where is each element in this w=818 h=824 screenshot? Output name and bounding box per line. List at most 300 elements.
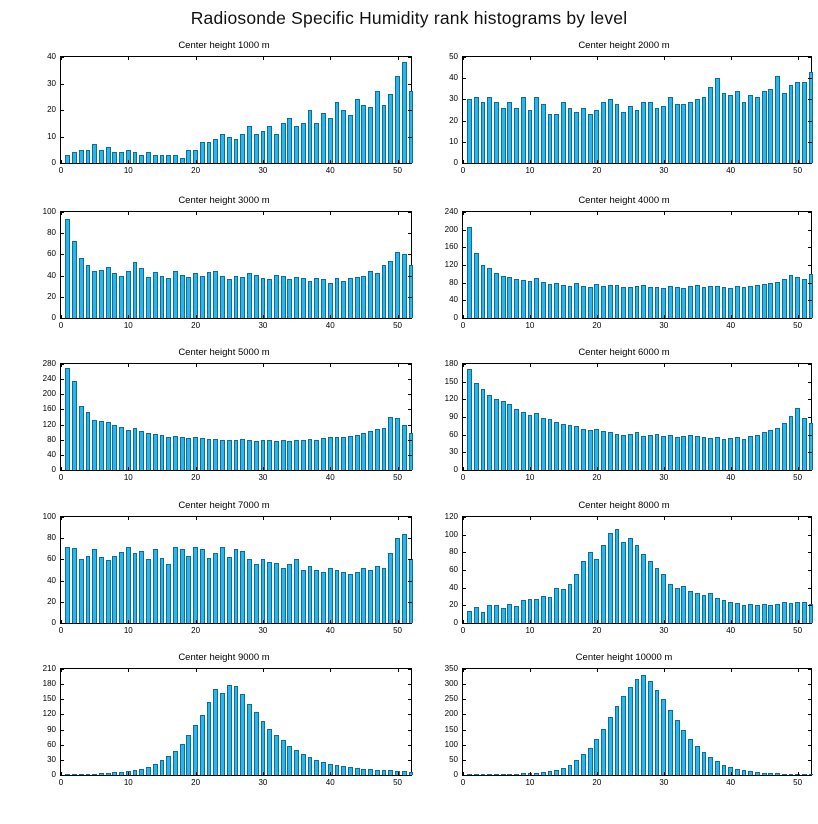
x-axis-tick-mark — [798, 516, 799, 520]
x-axis-tick-mark — [128, 56, 129, 60]
bar — [594, 739, 599, 775]
panel-title: Center height 7000 m — [178, 500, 270, 511]
x-axis-tick-mark — [664, 363, 665, 367]
y-axis-tick-mark — [808, 588, 812, 589]
y-axis-tick-mark — [408, 409, 412, 410]
bar — [301, 278, 306, 318]
bar — [409, 91, 414, 163]
bar — [200, 142, 205, 163]
bar — [119, 427, 124, 470]
x-axis-tick-label: 50 — [793, 473, 803, 482]
bar — [301, 570, 306, 623]
x-axis-tick-mark — [798, 620, 799, 624]
bar — [768, 605, 773, 623]
bar — [180, 437, 185, 470]
x-axis-tick-mark — [398, 56, 399, 60]
y-axis-tick-label: 150 — [42, 694, 56, 704]
y-axis-tick-label: 80 — [449, 277, 458, 287]
bar — [467, 227, 472, 318]
bar — [160, 760, 165, 775]
y-axis-tick-label: 50 — [449, 52, 458, 61]
bar — [628, 434, 633, 471]
x-axis-tick-mark — [61, 620, 62, 624]
x-axis-tick-mark — [330, 160, 331, 164]
bar — [742, 770, 747, 775]
panel-title: Center height 10000 m — [575, 652, 673, 663]
x-axis-tick-mark — [798, 772, 799, 776]
bar — [588, 552, 593, 623]
x-axis-tick-mark — [263, 620, 264, 624]
bar — [207, 439, 212, 470]
bar — [608, 432, 613, 470]
x-axis-tick-label: 10 — [123, 166, 133, 175]
bar — [86, 265, 91, 318]
x-axis-tick-mark — [128, 772, 129, 776]
bar — [112, 152, 117, 163]
y-axis-tick-mark — [408, 623, 412, 624]
bar — [99, 150, 104, 163]
bar — [79, 774, 84, 776]
x-axis-tick-mark — [664, 516, 665, 520]
bar — [153, 155, 158, 163]
x-axis-tick-mark — [61, 315, 62, 319]
bar — [355, 572, 360, 623]
bar — [274, 134, 279, 163]
y-axis-tick-mark — [808, 452, 812, 453]
bar — [308, 566, 313, 623]
bar — [648, 435, 653, 470]
bar — [514, 279, 519, 318]
bar — [335, 437, 340, 470]
bar — [481, 612, 486, 623]
bar — [301, 123, 306, 163]
bar — [554, 770, 559, 775]
bar — [375, 770, 380, 775]
y-axis-tick-label: 100 — [444, 529, 458, 539]
x-axis-tick-label: 10 — [525, 626, 535, 635]
y-axis-tick-mark — [408, 425, 412, 426]
bar — [200, 715, 205, 775]
bar — [534, 413, 539, 470]
bar — [641, 102, 646, 163]
y-axis-tick-mark — [808, 775, 812, 776]
y-axis-tick-mark — [808, 699, 812, 700]
bar — [608, 533, 613, 623]
bar — [568, 425, 573, 470]
bar — [708, 757, 713, 775]
x-axis-tick-mark — [530, 668, 531, 672]
bar — [180, 275, 185, 318]
x-axis-tick-mark — [463, 516, 464, 520]
bar — [487, 605, 492, 623]
bar — [220, 547, 225, 623]
x-axis-tick-label: 50 — [393, 321, 402, 330]
x-axis-tick-mark — [398, 211, 399, 215]
bar — [92, 271, 97, 318]
y-axis-tick-label: 0 — [453, 158, 458, 167]
bar — [160, 155, 165, 163]
x-axis-tick-label: 0 — [460, 626, 466, 635]
bar — [621, 112, 626, 163]
bar — [274, 563, 279, 623]
bar — [621, 696, 626, 775]
bar-series — [61, 517, 411, 623]
y-axis-tick-mark — [808, 714, 812, 715]
x-axis-tick-mark — [61, 516, 62, 520]
bar — [715, 78, 720, 163]
bar — [681, 104, 686, 163]
x-axis-tick-mark — [597, 363, 598, 367]
bar — [668, 286, 673, 318]
y-axis-tick-mark — [60, 440, 64, 441]
y-axis-tick-mark — [808, 300, 812, 301]
bar — [548, 597, 553, 624]
bar — [368, 570, 373, 623]
y-axis-tick-mark — [462, 99, 466, 100]
y-axis-tick-mark — [808, 318, 812, 319]
bar — [382, 105, 387, 163]
x-axis-tick-mark — [61, 211, 62, 215]
bar — [675, 720, 680, 775]
bar — [681, 436, 686, 470]
bar — [507, 102, 512, 163]
bar — [601, 431, 606, 470]
bar — [139, 769, 144, 775]
x-axis-tick-mark — [61, 467, 62, 471]
x-axis-tick-mark — [196, 620, 197, 624]
bar — [375, 273, 380, 318]
bar — [702, 437, 707, 470]
bar — [254, 712, 259, 775]
bar — [648, 287, 653, 318]
bar — [548, 114, 553, 163]
y-axis-tick-mark — [408, 297, 412, 298]
x-axis-tick-mark — [398, 516, 399, 520]
bar — [348, 278, 353, 318]
x-axis-tick-mark — [263, 668, 264, 672]
x-axis-tick-label: 30 — [659, 473, 669, 482]
bar — [722, 765, 727, 775]
bar — [207, 558, 212, 623]
bar — [395, 418, 400, 470]
chart-panel — [430, 40, 818, 190]
bar — [615, 434, 620, 471]
x-axis-tick-mark — [530, 772, 531, 776]
bar — [748, 604, 753, 623]
bar — [375, 566, 380, 623]
x-axis-tick-mark — [731, 56, 732, 60]
x-axis-tick-label: 50 — [393, 166, 402, 175]
x-axis-tick-mark — [597, 516, 598, 520]
bar — [146, 559, 151, 623]
x-axis-tick-label: 20 — [191, 778, 201, 787]
bar — [207, 142, 212, 163]
x-axis-tick-label: 20 — [191, 321, 201, 330]
x-axis-tick-mark — [798, 211, 799, 215]
bar — [388, 770, 393, 775]
y-axis-tick-mark — [408, 57, 412, 58]
bar — [715, 437, 720, 470]
bar — [487, 774, 492, 775]
y-axis-tick-label: 10 — [47, 131, 56, 141]
bar — [267, 729, 272, 775]
bar — [388, 94, 393, 163]
bar — [574, 112, 579, 163]
bar — [615, 706, 620, 775]
bar — [79, 150, 84, 163]
x-axis-tick-mark — [61, 56, 62, 60]
y-axis-tick-mark — [408, 714, 412, 715]
bar — [782, 423, 787, 470]
bar — [261, 131, 266, 163]
bar — [160, 276, 165, 318]
bar — [474, 607, 479, 623]
bar — [782, 93, 787, 163]
y-axis-tick-label: 60 — [47, 249, 56, 259]
x-axis-tick-mark — [463, 56, 464, 60]
x-axis-tick-label: 10 — [123, 473, 133, 482]
bar — [368, 271, 373, 318]
x-axis-tick-mark — [196, 315, 197, 319]
bar — [72, 548, 77, 623]
y-axis-tick-mark — [808, 142, 812, 143]
bar — [207, 702, 212, 775]
y-axis-tick-label: 90 — [47, 724, 56, 734]
bar — [501, 276, 506, 318]
bar — [402, 425, 407, 470]
bar — [368, 431, 373, 470]
bar — [802, 602, 807, 623]
y-axis-tick-mark — [408, 517, 412, 518]
bar — [314, 440, 319, 470]
y-axis-tick-mark — [60, 409, 64, 410]
y-axis-tick-label: 120 — [444, 512, 458, 521]
y-axis-tick-mark — [60, 559, 64, 560]
bar — [688, 591, 693, 623]
bar — [126, 271, 131, 318]
x-axis-tick-mark — [664, 160, 665, 164]
bar — [106, 560, 111, 623]
bar-series — [463, 364, 811, 470]
bar — [65, 547, 70, 623]
y-axis-tick-mark — [408, 538, 412, 539]
bar — [335, 102, 340, 163]
y-axis-tick-mark — [808, 230, 812, 231]
y-axis-tick-mark — [808, 669, 812, 670]
bar — [240, 694, 245, 775]
x-axis-tick-mark — [597, 211, 598, 215]
x-axis-tick-mark — [196, 668, 197, 672]
bar — [247, 273, 252, 318]
bar — [809, 604, 814, 623]
bar — [594, 429, 599, 470]
y-axis-tick-label: 0 — [51, 465, 56, 474]
y-axis-tick-mark — [808, 99, 812, 100]
x-axis-tick-label: 50 — [793, 626, 803, 635]
y-axis-tick-label: 0 — [453, 770, 458, 779]
bar — [521, 773, 526, 775]
x-axis-tick-mark — [196, 56, 197, 60]
bar — [742, 287, 747, 318]
bar — [213, 439, 218, 470]
y-axis-tick-label: 40 — [449, 73, 458, 83]
x-axis-tick-label: 30 — [659, 626, 669, 635]
bar — [528, 415, 533, 470]
bar — [186, 556, 191, 623]
y-axis-tick-label: 60 — [47, 554, 56, 564]
bar — [126, 430, 131, 471]
y-axis-tick-label: 30 — [449, 447, 458, 457]
x-axis-tick-label: 0 — [460, 778, 466, 787]
bar — [247, 440, 252, 470]
y-axis-tick-mark — [462, 760, 466, 761]
y-axis-tick-mark — [808, 265, 812, 266]
bar — [755, 285, 760, 318]
x-axis-tick-mark — [597, 620, 598, 624]
bar — [615, 529, 620, 623]
y-axis-tick-label: 40 — [449, 295, 458, 305]
bar — [294, 126, 299, 163]
bar-series — [463, 57, 811, 163]
y-axis-tick-label: 300 — [444, 679, 458, 689]
y-axis-tick-mark — [808, 684, 812, 685]
bar — [409, 265, 414, 318]
x-axis-tick-mark — [196, 160, 197, 164]
bar — [274, 735, 279, 775]
y-axis-tick-label: 100 — [444, 739, 458, 749]
x-axis-tick-label: 40 — [325, 778, 335, 787]
y-axis-tick-label: 150 — [444, 724, 458, 734]
bar — [294, 559, 299, 623]
y-axis-tick-mark — [408, 276, 412, 277]
y-axis-tick-label: 150 — [444, 376, 458, 386]
bar — [601, 729, 606, 775]
bar — [402, 254, 407, 318]
y-axis-tick-mark — [60, 137, 64, 138]
bar — [688, 286, 693, 318]
bar — [395, 252, 400, 318]
y-axis-tick-label: 0 — [453, 465, 458, 474]
x-axis-tick-mark — [398, 772, 399, 776]
x-axis-tick-mark — [263, 211, 264, 215]
bar — [227, 137, 232, 164]
x-axis-tick-mark — [196, 467, 197, 471]
bar — [65, 368, 70, 470]
x-axis-tick-mark — [128, 467, 129, 471]
bar — [742, 605, 747, 623]
bar — [581, 561, 586, 623]
bar — [106, 773, 111, 775]
bar — [254, 564, 259, 623]
y-axis-tick-label: 20 — [449, 600, 458, 610]
bar — [688, 739, 693, 775]
x-axis-tick-mark — [463, 211, 464, 215]
bar — [308, 757, 313, 775]
bar — [227, 279, 232, 318]
bar — [287, 441, 292, 470]
bar — [220, 134, 225, 163]
x-axis-tick-label: 10 — [525, 166, 535, 175]
x-axis-tick-mark — [731, 620, 732, 624]
x-axis-tick-label: 50 — [793, 166, 803, 175]
bar — [382, 568, 387, 623]
bar — [628, 687, 633, 775]
bar — [501, 774, 506, 775]
x-axis-tick-mark — [731, 211, 732, 215]
bar — [681, 730, 686, 775]
y-axis-tick-mark — [808, 417, 812, 418]
y-axis-tick-mark — [462, 552, 466, 553]
bar — [261, 559, 266, 623]
bar — [695, 99, 700, 163]
x-axis-tick-mark — [798, 56, 799, 60]
bar — [661, 699, 666, 775]
x-axis-tick-mark — [530, 315, 531, 319]
bar — [247, 126, 252, 163]
bar — [588, 430, 593, 470]
y-axis-tick-mark — [462, 745, 466, 746]
x-axis-tick-label: 30 — [258, 473, 268, 482]
bar — [234, 440, 239, 470]
bar — [795, 82, 800, 163]
bar — [775, 773, 780, 775]
x-axis-tick-mark — [398, 467, 399, 471]
bar — [581, 429, 586, 470]
y-axis-tick-label: 180 — [42, 679, 56, 689]
bar — [681, 288, 686, 318]
y-axis-tick-mark — [408, 775, 412, 776]
bar — [541, 282, 546, 318]
bar — [328, 568, 333, 623]
bar — [335, 765, 340, 775]
bar — [79, 559, 84, 623]
bar — [735, 437, 740, 470]
bar — [574, 283, 579, 318]
y-axis-tick-mark — [808, 730, 812, 731]
bar — [561, 424, 566, 470]
plot-area — [462, 668, 812, 776]
bar — [655, 287, 660, 318]
y-axis-tick-label: 200 — [444, 709, 458, 719]
bar — [92, 549, 97, 623]
x-axis-tick-label: 30 — [659, 166, 669, 175]
y-axis-tick-mark — [462, 714, 466, 715]
y-axis-tick-mark — [408, 394, 412, 395]
bar — [768, 773, 773, 775]
x-axis-tick-label: 40 — [726, 626, 736, 635]
bar — [534, 97, 539, 163]
bar — [675, 588, 680, 623]
bar — [119, 552, 124, 623]
bar — [368, 769, 373, 775]
y-axis-tick-mark — [462, 588, 466, 589]
bar — [742, 102, 747, 163]
bar — [775, 428, 780, 470]
y-axis-tick-label: 120 — [444, 260, 458, 269]
bar — [126, 547, 131, 623]
bar — [186, 438, 191, 470]
y-axis-tick-mark — [808, 163, 812, 164]
y-axis-tick-mark — [808, 745, 812, 746]
plot-area — [60, 668, 412, 776]
bar-series — [463, 669, 811, 775]
y-axis-tick-mark — [60, 297, 64, 298]
bar — [541, 772, 546, 775]
bar — [180, 549, 185, 623]
bar — [355, 435, 360, 470]
bar — [541, 596, 546, 623]
bar — [608, 285, 613, 318]
